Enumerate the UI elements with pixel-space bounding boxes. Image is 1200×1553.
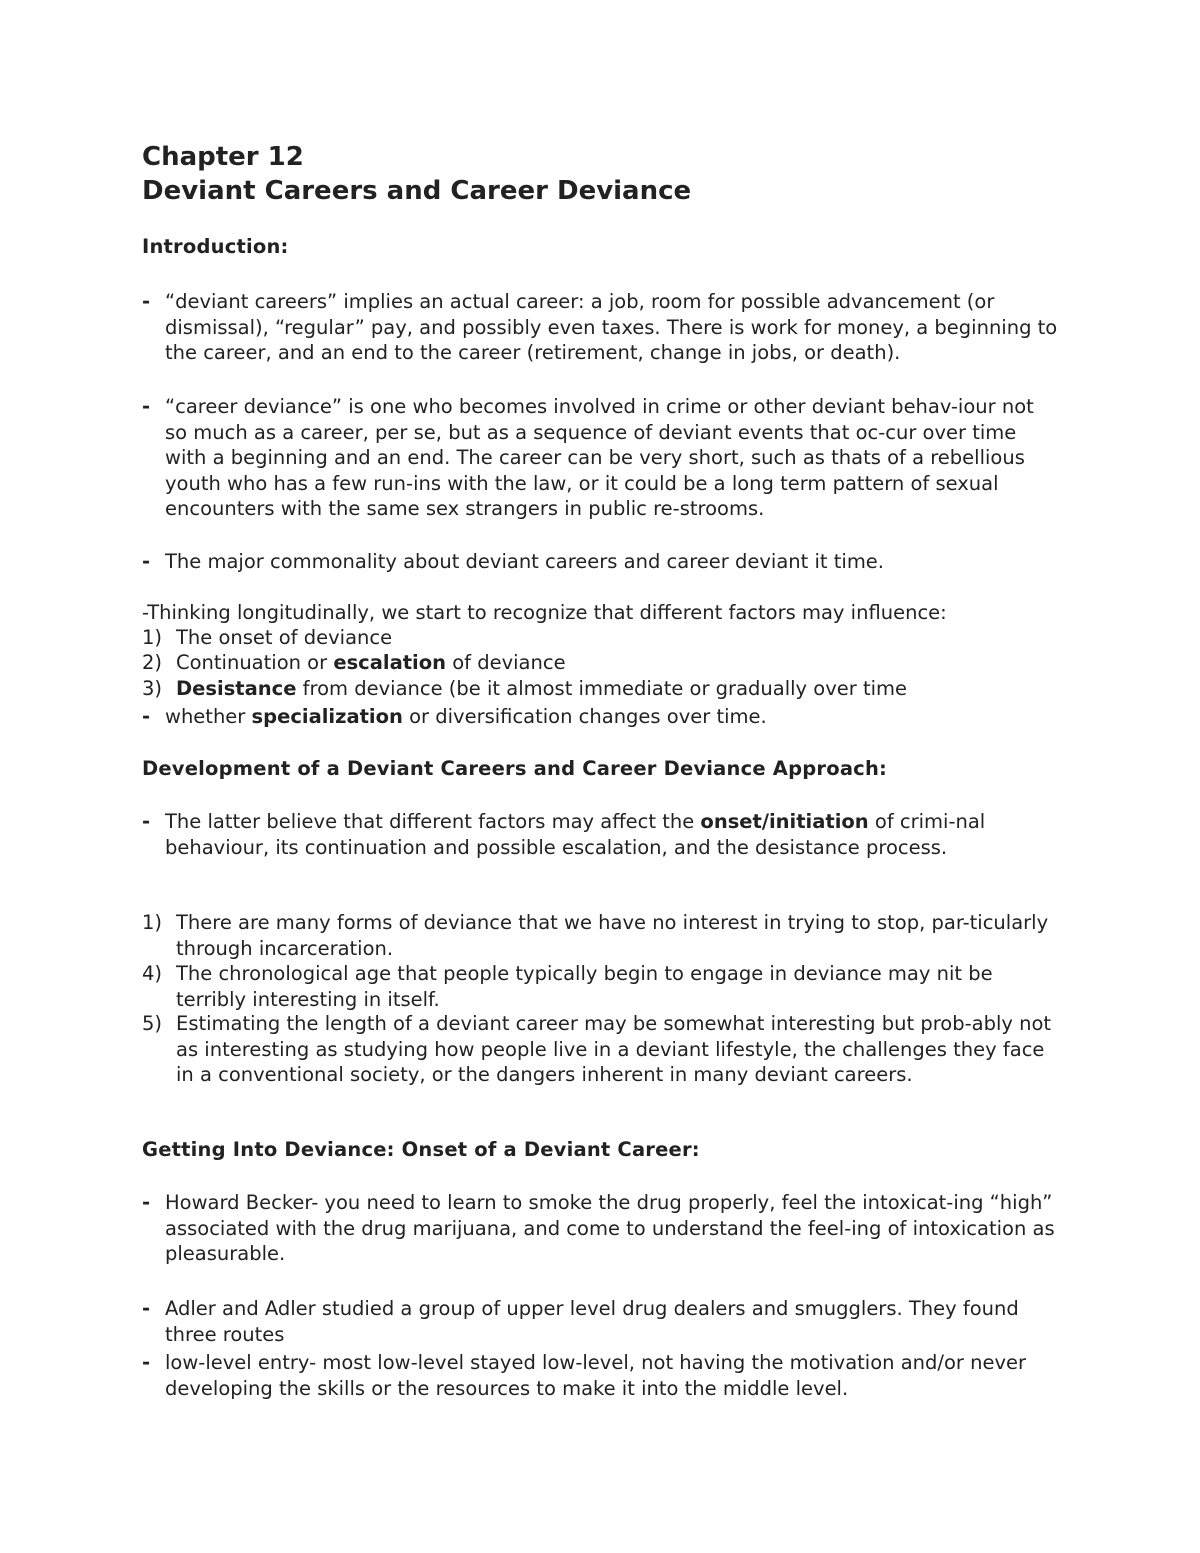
- bullet-marker: -: [142, 810, 151, 833]
- list-item-text: whether specialization or diversification changes over time.: [165, 705, 767, 728]
- bullet-marker: -: [142, 550, 151, 573]
- numbered-item: [142, 1011, 1062, 1088]
- bullet-marker: -: [142, 1297, 151, 1320]
- numbered-item-text: Desistance from deviance (be it almost immediate or gradually over time: [176, 677, 908, 700]
- list-item: [142, 704, 1062, 730]
- section-heading-onset: Getting Into Deviance: Onset of a Deviant Career:: [142, 1138, 700, 1161]
- numbered-item: [142, 650, 1062, 676]
- numbered-item-text: There are many forms of deviance that we have no interest in trying to stop, par-ticularly through incarceration.: [176, 911, 1049, 960]
- numbered-item-text: The onset of deviance: [176, 626, 393, 649]
- list-item-text: “deviant careers” implies an actual career: a job, room for possible advancement (or dismissal), “regular” pay, and possibly even taxes. There is work for money, a beginning to the career, and an end to the career (retirement, change in jobs, or death).: [165, 290, 1058, 364]
- list-item: [142, 1350, 1062, 1401]
- bullet-marker: -: [142, 705, 151, 728]
- item-number: 1): [142, 626, 163, 649]
- list-item: [142, 289, 1062, 366]
- list-item-text: The major commonality about deviant careers and career deviant it time.: [165, 550, 885, 573]
- list-item-text: “career deviance” is one who becomes involved in crime or other deviant behav-iour not so much as a career, per se, but as a sequence of deviant events that oc-cur over time with a beginning and an end. The career can be very short, such as thats of a rebellious youth who has a few run-ins with the law, or it could be a long term pattern of sexual encounters with the same sex strangers in public re-strooms.: [165, 395, 1034, 520]
- item-number: 4): [142, 962, 163, 985]
- section-heading-introduction: Introduction:: [142, 235, 289, 258]
- bullet-marker: -: [142, 1351, 151, 1374]
- item-number: 1): [142, 911, 163, 934]
- numbered-item: [142, 676, 1062, 702]
- numbered-item: [142, 910, 1062, 961]
- numbered-item: [142, 961, 1062, 1012]
- list-item: [142, 394, 1062, 522]
- chapter-number: Chapter 12: [142, 142, 304, 172]
- numbered-item-text: Estimating the length of a deviant career may be somewhat interesting but prob-ably not as interesting as studying how people live in a deviant lifestyle, the challenges they face in a conventional society, or the dangers inherent in many deviant careers.: [176, 1012, 1052, 1086]
- numbered-item-text: Continuation or escalation of deviance: [176, 651, 566, 674]
- section-heading-development: Development of a Deviant Careers and Career Deviance Approach:: [142, 757, 888, 780]
- bullet-marker: -: [142, 290, 151, 313]
- list-item: [142, 1296, 1062, 1347]
- bullet-marker: -: [142, 1191, 151, 1214]
- list-item: [142, 809, 1062, 860]
- item-number: 5): [142, 1012, 163, 1035]
- paragraph-thinking: -Thinking longitudinally, we start to recognize that different factors may influence:: [142, 601, 947, 624]
- list-item-text: low-level entry- most low-level stayed low-level, not having the motivation and/or never developing the skills or the resources to make it into the middle level.: [165, 1351, 1027, 1400]
- item-number: 2): [142, 651, 163, 674]
- list-item-text: Adler and Adler studied a group of upper level drug dealers and smugglers. They found three routes: [165, 1297, 1019, 1346]
- list-item-text: Howard Becker- you need to learn to smoke the drug properly, feel the intoxicat-ing “high” associated with the drug marijuana, and come to understand the feel-ing of intoxication as pleasurable.: [165, 1191, 1055, 1265]
- list-item: [142, 1190, 1062, 1267]
- bullet-marker: -: [142, 395, 151, 418]
- list-item-text: The latter believe that different factors may affect the onset/initiation of crimi-nal behaviour, its continuation and possible escalation, and the desistance process.: [165, 810, 986, 859]
- item-number: 3): [142, 677, 163, 700]
- chapter-title: Deviant Careers and Career Deviance: [142, 176, 692, 206]
- numbered-item: [142, 625, 1062, 651]
- numbered-item-text: The chronological age that people typically begin to engage in deviance may nit be terribly interesting in itself.: [176, 962, 993, 1011]
- list-item: [142, 549, 1062, 575]
